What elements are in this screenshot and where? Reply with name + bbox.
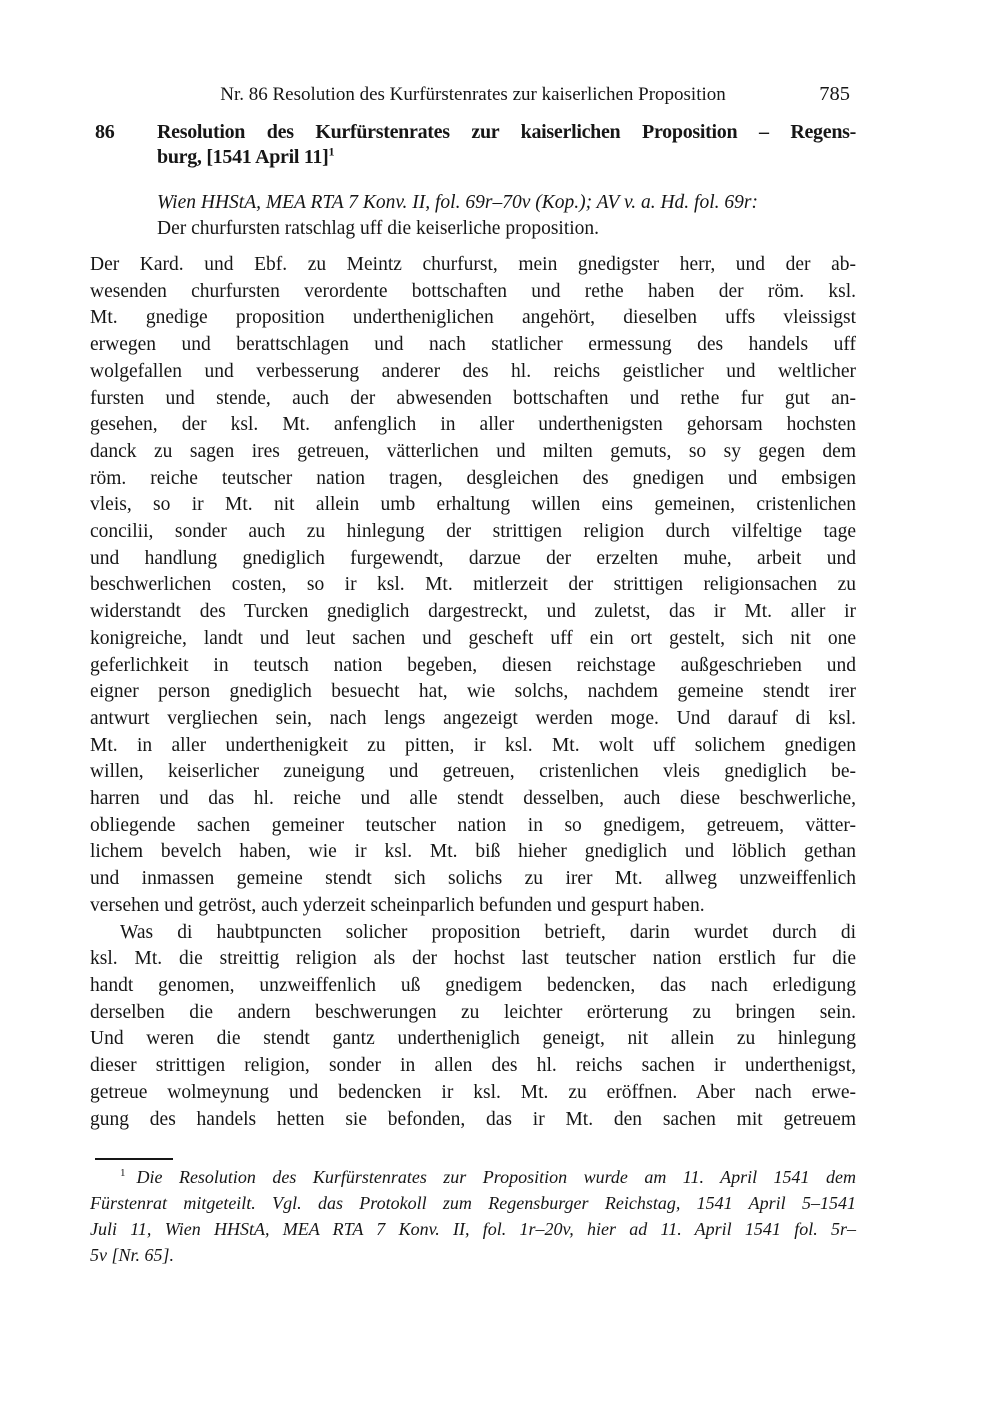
body-line: Mt. in aller underthenigkeit zu pitten, ir ksl. Mt. wolt uff solichem gnedigen <box>90 734 856 756</box>
body-line: handt genomen, unzweiffenlich uß gnedigem bedencken, das nach erledigung <box>90 974 856 996</box>
body-line: Der Kard. und Ebf. zu Meintz churfurst, mein gnedigster herr, und der ab- <box>90 254 856 275</box>
body-line: fursten und stende, auch der abwesenden bottschaften und rethe fur gut an- <box>90 387 856 409</box>
footnote <box>90 1164 856 1268</box>
document-heading <box>90 120 856 170</box>
source-subtitle: Der churfursten ratschlag uff die keiserliche proposition. <box>157 218 600 239</box>
footnote-line: Fürstenrat mitgeteilt. Vgl. das Protokoll zum Regensburger Reichstag, 1541 April 5–1541 <box>90 1193 856 1213</box>
body-line: lichem bevelch haben, wie ir ksl. Mt. biß hieher gnediglich und löblich gethan <box>90 841 856 863</box>
body-line: beschwerlichen costen, so ir ksl. Mt. mitlerzeit der strittigen religionsachen zu <box>90 574 856 596</box>
body-line: widerstandt des Turcken gnediglich dargestreckt, und zuletst, das ir Mt. aller ir <box>90 601 856 623</box>
footnote-line: Juli 11, Wien HHStA, MEA RTA 7 Konv. II, fol. 1r–20v, hier ad 11. April 1541 fol. 5r– <box>90 1219 856 1239</box>
body-line: gung des handels hetten sie befonden, das ir Mt. den sachen mit getreuem <box>90 1108 856 1130</box>
footnote-marker: 1 <box>120 1167 126 1179</box>
body-line: concilii, sonder auch zu hinlegung der strittigen religion durch vilfeltige tage <box>90 521 856 543</box>
running-header <box>90 83 856 107</box>
body-text <box>90 252 856 1133</box>
body-line: vleis, so ir Mt. nit allein umb erhaltung willen eins gemeinen, cristenlichen <box>90 494 856 516</box>
body-line: danck zu sagen ires getreuen, vätterlichen und milten gemuts, so sy gegen dem <box>90 440 856 462</box>
document-title-line2: burg, [1541 April 11]$^1$ <box>157 144 335 168</box>
body-line: eigner person gnediglich besuecht hat, wie solchs, nachdem gemeine stendt irer <box>90 681 856 703</box>
archival-source <box>157 190 856 242</box>
document-number: 86 <box>95 121 115 143</box>
footnote-reference: 1 <box>328 144 335 159</box>
body-line: dieser strittigen religion, sonder in allen des hl. reichs sachen ir underthenigst, <box>90 1055 856 1077</box>
body-line: obliegende sachen gemeiner teutscher nation in so gnedigem, getreuem, vätter- <box>90 814 856 836</box>
body-line: Was di haubtpuncten solicher proposition betrieft, darin wurdet durch di <box>120 921 856 943</box>
body-line: Und weren die stendt gantz undertheniglich geneigt, nit allein zu hinlegung <box>90 1028 856 1050</box>
body-line: gesehen, der ksl. Mt. anfenglich in aller underthenigsten gehorsam hochsten <box>90 414 856 436</box>
body-line: konigreiche, landt und leut sachen und gescheft uff ein ort gestelt, sich nit one <box>90 627 856 649</box>
source-citation: Wien HHStA, MEA RTA 7 Konv. II, fol. 69r–70v (Kop.); AV v. a. Hd. fol. 69r: <box>157 192 758 213</box>
body-line: erwegen und berattschlagen und nach statlicher ermessung des handels uff <box>90 334 856 356</box>
body-line: röm. reiche teutscher nation tragen, desgleichen des gnedigen und embsigen <box>90 467 856 489</box>
body-line: derselben die andern beschwerungen zu leichter erörterung zu bringen sein. <box>90 1001 856 1023</box>
body-line: und inmassen gemeine stendt sich solichs zu irer Mt. allweg unzweiffenlich <box>90 868 856 890</box>
body-line: harren und das hl. reiche und alle stendt desselben, auch diese beschwerliche, <box>90 788 856 810</box>
body-line: geferlichkeit in teutsch nation begeben, diesen reichstage außgeschrieben und <box>90 654 856 676</box>
footnote-line: $^1$ Die Resolution des Kurfürstenrates zur Proposition wurde am 11. April 1541 dem <box>120 1167 856 1187</box>
footnote-separator-rule <box>95 1158 173 1160</box>
running-title: Nr. 86 Resolution des Kurfürstenrates zur kaiserlichen Proposition <box>220 84 726 105</box>
body-line: ksl. Mt. die streittig religion als der hochst last teutscher nation erstlich fur die <box>90 948 856 970</box>
footnote-line: 5v [Nr. 65]. <box>90 1245 175 1265</box>
body-line: wesenden churfursten verordente bottschaften und rethe haben der röm. ksl. <box>90 280 856 302</box>
body-line: versehen und getröst, auch yderzeit scheinparlich befunden und gespurt haben. <box>90 894 705 916</box>
body-line: wolgefallen und verbesserung anderer des hl. reichs geistlicher und weltlicher <box>90 360 856 382</box>
body-line: willen, keiserlicher zuneigung und getreuen, cristenlichen vleis gnediglich be- <box>90 761 856 783</box>
page-number: 785 <box>819 83 850 105</box>
document-title <box>157 120 856 170</box>
body-line: Mt. gnedige proposition undertheniglichen angehört, dieselben uffs vleissigst <box>90 307 856 329</box>
document-title-line1: Resolution des Kurfürstenrates zur kaiserlichen Proposition – Regens- <box>157 121 856 143</box>
body-line: und handlung gnediglich furgewendt, darzue der erzelten muhe, arbeit und <box>90 547 856 569</box>
body-line: antwurt vergliechen sein, nach lengs angezeigt werden moge. Und darauf di ksl. <box>90 707 856 729</box>
body-line: getreue wolmeynung und bedencken ir ksl. Mt. zu eröffnen. Aber nach erwe- <box>90 1081 856 1103</box>
